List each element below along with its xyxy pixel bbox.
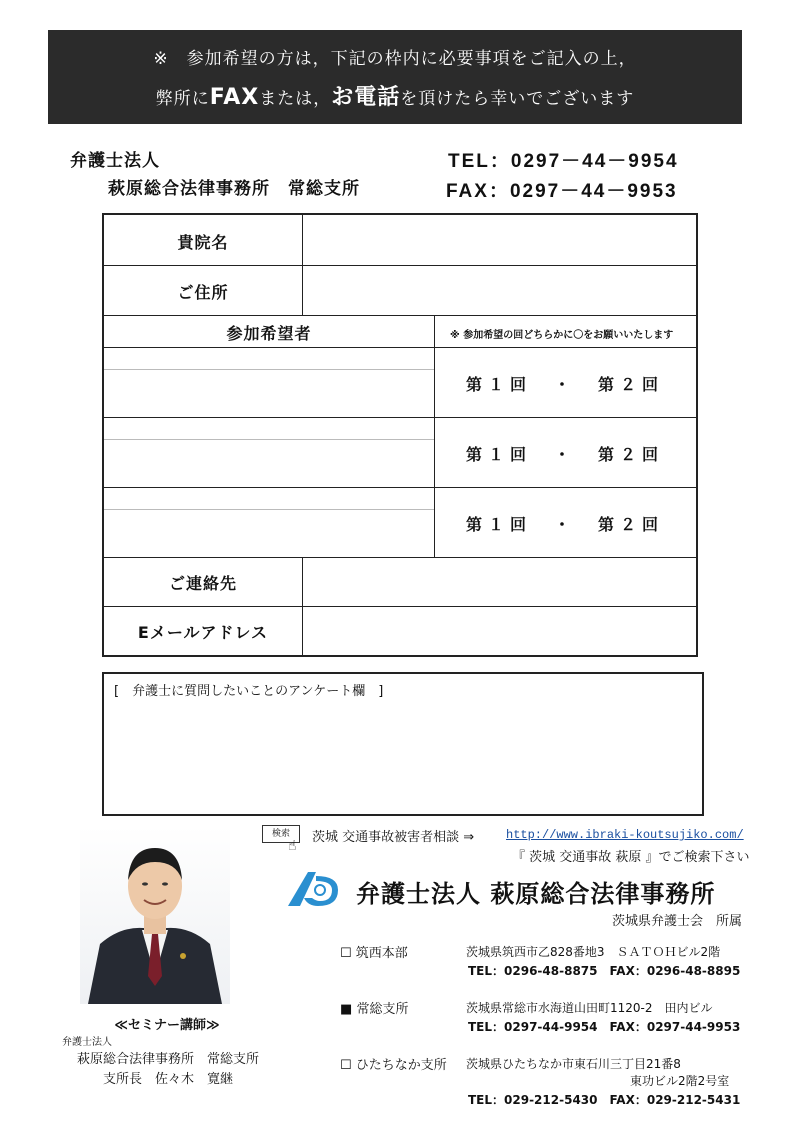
column-divider: [302, 265, 303, 315]
search-button: 検索: [262, 825, 300, 843]
row-subdivider: [104, 369, 434, 370]
email-label: Eメールアドレス: [137, 623, 269, 642]
row-divider: [104, 315, 696, 316]
header-fax: FAX：0297－44－9953: [446, 181, 678, 202]
office-2-marker: ■: [340, 1002, 353, 1017]
registration-form: [102, 213, 698, 657]
office-1-name: [340, 942, 408, 961]
address-field[interactable]: [304, 266, 696, 315]
participants-label: 参加希望者: [226, 324, 312, 343]
participant-field-3[interactable]: [104, 511, 434, 557]
participants-note: ※ 参加希望の回どちらかに〇をお願いいたします: [450, 330, 674, 341]
office-3-tel: TEL：029-212-5430 FAX：029-212-5431: [468, 1093, 741, 1107]
banner-text-c: を頂けたら幸いでございます: [400, 89, 635, 109]
contact-label: ご連絡先: [168, 574, 237, 593]
office-1-tel: TEL：0296-48-8875 FAX：0296-48-8895: [468, 964, 741, 978]
address-label: ご住所: [177, 283, 229, 302]
office-1-marker: ☐: [340, 946, 352, 961]
firm-logo-icon: [286, 868, 342, 908]
office-2-tel: TEL：0297-44-9954 FAX：0297-44-9953: [468, 1020, 741, 1034]
banner-text-b: または，: [259, 89, 332, 109]
office-3-address-2: 東功ビル2階2号室: [630, 1074, 730, 1088]
contact-field[interactable]: [304, 558, 696, 606]
office-2-label: 常総支所: [356, 1002, 409, 1017]
header-banner: [48, 30, 742, 124]
firm-affiliation: 茨城県弁護士会 所属: [612, 914, 743, 929]
search-text: 茨城 交通事故被害者相談 ⇒: [312, 830, 475, 845]
banner-line-2: [48, 80, 742, 111]
survey-title: [ 弁護士に質問したいことのアンケート欄 ]: [114, 684, 384, 699]
survey-box[interactable]: [102, 672, 704, 816]
lecturer-photo: [80, 826, 230, 1004]
column-divider: [302, 557, 303, 655]
site-url-link[interactable]: http://www.ibraki-koutsujiko.com/: [506, 828, 744, 842]
lecturer-firm-type: 弁護士法人: [62, 1037, 112, 1048]
participant-field-1[interactable]: [104, 371, 434, 417]
office-1-address: 茨城県筑西市乙828番地3 ＳＡＴＯＨビル2階: [466, 945, 721, 959]
institution-label: 貴院名: [177, 233, 229, 252]
office-3-marker: ☐: [340, 1058, 352, 1073]
office-2-name: [340, 998, 408, 1017]
lecturer-firm-name: 萩原総合法律事務所 常総支所: [76, 1052, 259, 1067]
office-2-address: 茨城県常総市水海道山田町1120-2 田内ビル: [466, 1001, 713, 1015]
office-3-address: 茨城県ひたちなか市東石川三丁目21番8: [466, 1057, 681, 1071]
column-divider: [302, 215, 303, 265]
row-divider: [104, 487, 696, 488]
office-3-label: ひたちなか支所: [355, 1058, 447, 1073]
pointer-hand-icon: ☝: [288, 838, 297, 854]
institution-field[interactable]: [304, 215, 696, 265]
lecturer-name: 支所長 佐々木 寛継: [102, 1072, 233, 1087]
header-firm-type: 弁護士法人: [70, 151, 160, 171]
banner-tel: お電話: [331, 85, 401, 110]
round-option-2[interactable]: 第１回 ・ 第２回: [465, 445, 664, 464]
banner-line-1: ※ 参加希望の方は，下記の枠内に必要事項をご記入の上，: [153, 49, 637, 69]
round-option-1[interactable]: 第１回 ・ 第２回: [465, 375, 664, 394]
search-hint: 『 茨城 交通事故 萩原 』でご検索下さい: [512, 850, 750, 865]
office-3-name: [340, 1054, 447, 1073]
header-tel: TEL：0297－44－9954: [448, 151, 679, 172]
lecturer-portrait-icon: [80, 826, 230, 1004]
header-firm-name: 萩原総合法律事務所 常総支所: [108, 179, 360, 199]
row-divider: [104, 347, 696, 348]
firm-name: 弁護士法人 萩原総合法律事務所: [356, 880, 716, 908]
banner-text-a: 弊所に: [155, 89, 210, 109]
email-field[interactable]: [304, 607, 696, 655]
row-subdivider: [104, 509, 434, 510]
row-divider: [104, 417, 696, 418]
row-subdivider: [104, 439, 434, 440]
participant-field-2[interactable]: [104, 441, 434, 487]
round-option-3[interactable]: 第１回 ・ 第２回: [465, 515, 664, 534]
lecturer-heading: ≪セミナー講師≫: [114, 1018, 220, 1033]
banner-fax: FAX: [209, 85, 260, 110]
office-1-label: 筑西本部: [355, 946, 408, 961]
